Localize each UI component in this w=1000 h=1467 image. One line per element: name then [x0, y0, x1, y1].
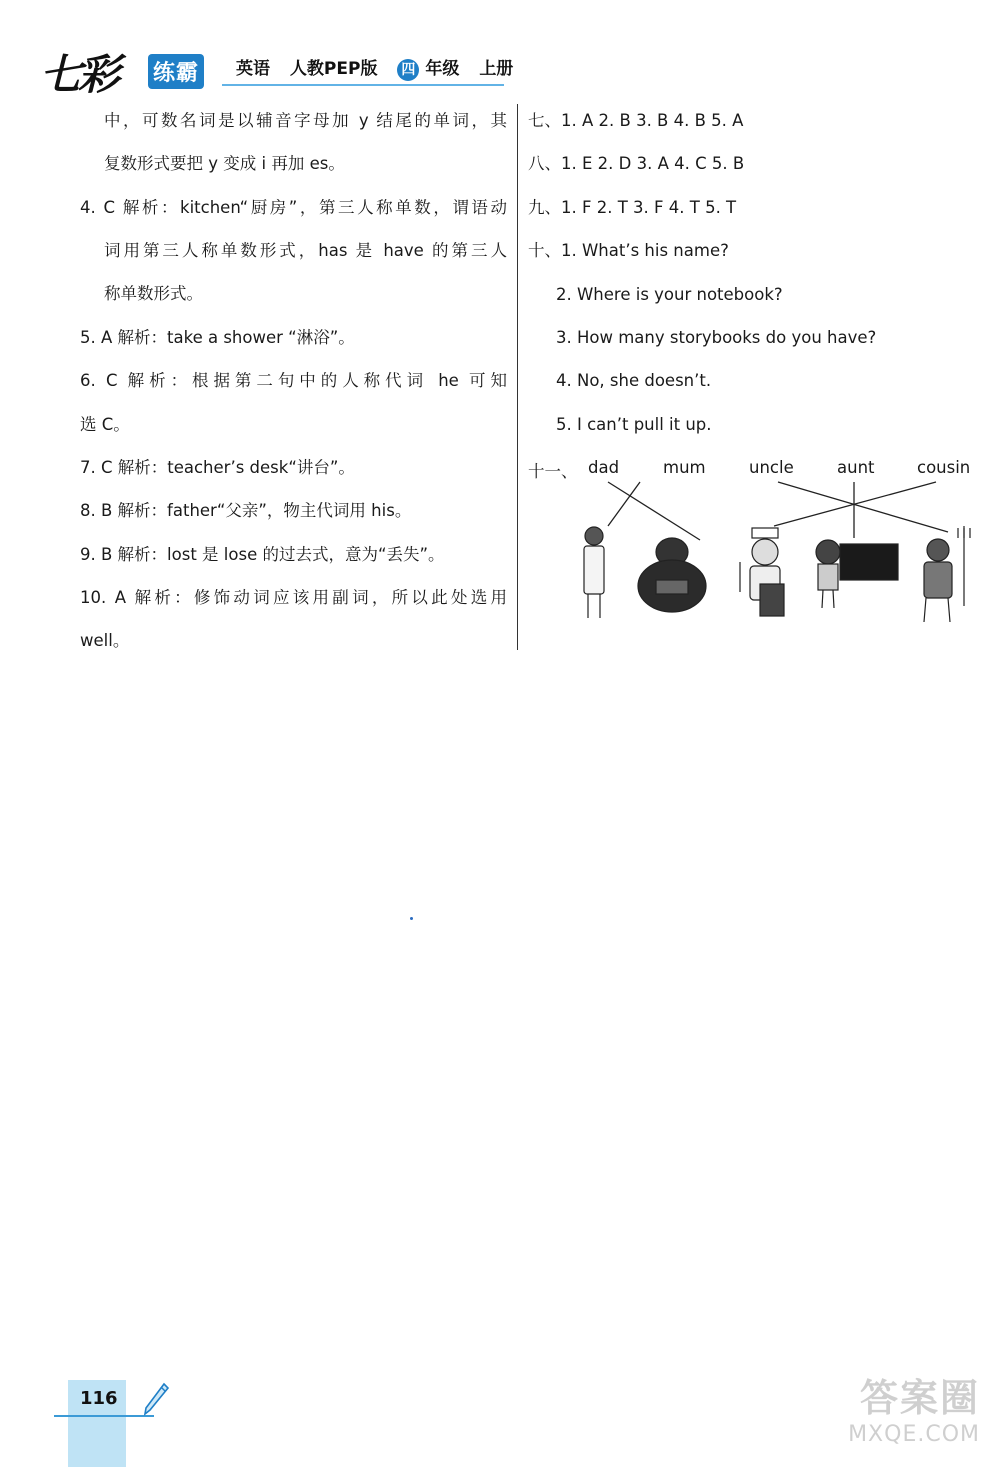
figure-nurse-icon: [740, 528, 784, 616]
word-cousin: cousin: [917, 458, 971, 477]
watermark: [730, 1367, 980, 1447]
header-rule: [222, 84, 504, 86]
word-aunt: aunt: [837, 458, 875, 477]
matching-illustration: [560, 476, 980, 632]
answer-4-line: 4. C 解析：kitchen“厨房”，第三人称单数，谓语动: [80, 198, 507, 217]
column-divider: [517, 104, 518, 650]
volume: 上册: [479, 59, 514, 79]
answer-7: 7. C 解析：teacher’s desk“讲台”。: [80, 458, 355, 477]
section-10-answer: 4. No, she doesn’t.: [556, 371, 712, 390]
answer-4-line: 称单数形式。: [104, 284, 203, 303]
section-7-answers: 七、1. A 2. B 3. B 4. B 5. A: [528, 111, 744, 130]
section-9-answers: 九、1. F 2. T 3. F 4. T 5. T: [528, 198, 737, 217]
brand-main-text: 七彩: [40, 50, 117, 99]
brand-badge: 练霸: [148, 54, 204, 89]
answer-8: 8. B 解析：father“父亲”，物主代词用 his。: [80, 501, 412, 520]
section-10-answer: 2. Where is your notebook?: [556, 285, 783, 304]
section-10-answer: 3. How many storybooks do you have?: [556, 328, 877, 347]
word-mum: mum: [663, 458, 706, 477]
figure-teacher-icon: [816, 540, 898, 608]
figure-farmer-icon: [924, 526, 970, 622]
section-11-prefix: 十一、: [528, 462, 578, 481]
match-line: [608, 482, 640, 526]
watermark-top: 答案圈: [859, 1376, 980, 1420]
edition: 人教PEP版: [289, 59, 378, 79]
page-number: 116: [80, 1388, 118, 1409]
section-10-answer: 十、1. What’s his name?: [528, 241, 729, 260]
answer-10-line: well。: [80, 631, 130, 650]
section-8-answers: 八、1. E 2. D 3. A 4. C 5. B: [528, 154, 745, 173]
answer-6-line: 选 C。: [80, 415, 130, 434]
page-rule: [54, 1415, 154, 1417]
answer-10-line: 10. A 解析：修饰动词应该用副词，所以此处选用: [80, 588, 507, 607]
explanation-line: 复数形式要把 y 变成 i 再加 es。: [104, 154, 345, 173]
grade-badge: 四: [397, 59, 419, 81]
book-info: [236, 54, 527, 81]
answer-5: 5. A 解析：take a shower “淋浴”。: [80, 328, 355, 347]
grade-label: 年级: [425, 59, 460, 79]
word-dad: dad: [588, 458, 620, 477]
figure-woman-icon: [584, 527, 604, 618]
pencil-icon: [142, 1382, 170, 1418]
section-10-answer: 5. I can’t pull it up.: [556, 415, 712, 434]
answer-4-line: 词用第三人称单数形式，has 是 have 的第三人: [104, 241, 507, 260]
watermark-bottom: MXQE.COM: [848, 1422, 980, 1447]
word-uncle: uncle: [749, 458, 794, 477]
explanation-line: 中，可数名词是以辅音字母加 y 结尾的单词，其: [104, 111, 507, 130]
match-line: [778, 482, 948, 532]
subject: 英语: [236, 59, 270, 79]
brand-logo: [40, 42, 220, 104]
figure-gorilla-icon: [638, 538, 706, 612]
match-line: [608, 482, 700, 540]
answer-9: 9. B 解析：lost 是 lose 的过去式，意为“丢失”。: [80, 545, 445, 564]
answer-6-line: 6. C 解析：根据第二句中的人称代词 he 可知: [80, 371, 507, 390]
stray-dot: [410, 917, 413, 920]
